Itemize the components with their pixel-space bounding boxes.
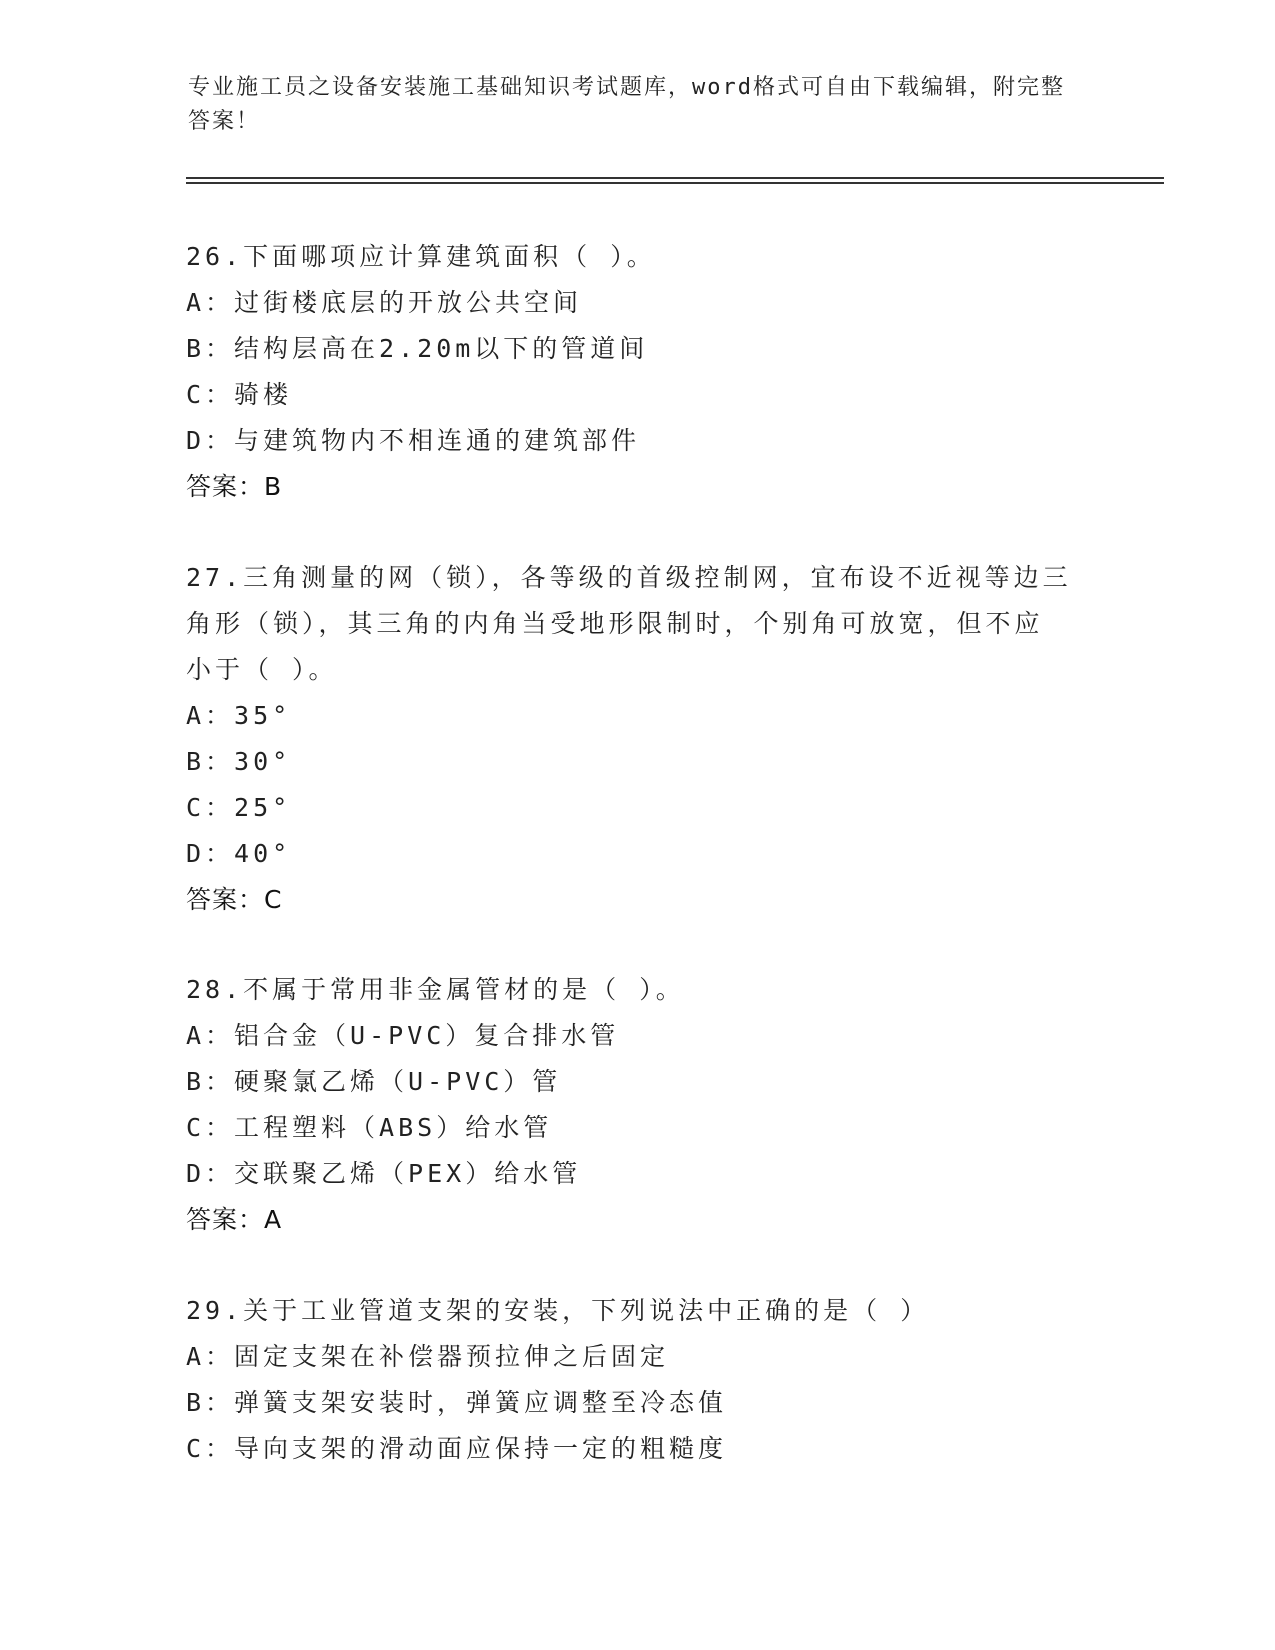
question-29	[186, 1288, 1086, 1472]
option-d: D：40°	[186, 839, 292, 868]
header-divider-bottom	[186, 182, 1164, 184]
question-stem: 28.不属于常用非金属管材的是（ ）。	[186, 975, 685, 1004]
question-28	[186, 967, 1086, 1243]
answer: 答案：A	[186, 1205, 283, 1234]
option-a: A：铝合金（U-PVC）复合排水管	[186, 1021, 620, 1050]
answer: 答案：B	[186, 472, 283, 501]
question-26	[186, 234, 1086, 510]
option-c: C：工程塑料（ABS）给水管	[186, 1113, 553, 1142]
answer: 答案：C	[186, 885, 283, 914]
question-stem: 小于（ ）。	[186, 655, 338, 684]
option-b: B：30°	[186, 747, 292, 776]
question-27	[186, 555, 1086, 923]
option-a: A：过街楼底层的开放公共空间	[186, 288, 583, 317]
option-b: B：弹簧支架安装时，弹簧应调整至冷态值	[186, 1388, 728, 1417]
option-a: A：35°	[186, 701, 292, 730]
option-a: A：固定支架在补偿器预拉伸之后固定	[186, 1342, 670, 1371]
question-stem: 29.关于工业管道支架的安装，下列说法中正确的是（ ）	[186, 1296, 930, 1325]
option-b: B：硬聚氯乙烯（U-PVC）管	[186, 1067, 562, 1096]
header-divider-top	[186, 177, 1164, 179]
option-c: C：25°	[186, 793, 292, 822]
document-header: 专业施工员之设备安装施工基础知识考试题库，word格式可自由下载编辑，附完整答案！	[188, 75, 1065, 134]
option-c: C：导向支架的滑动面应保持一定的粗糙度	[186, 1434, 728, 1463]
option-c: C：骑楼	[186, 380, 293, 409]
option-d: D：交联聚乙烯（PEX）给水管	[186, 1159, 582, 1188]
option-b: B：结构层高在2.20m以下的管道间	[186, 334, 649, 363]
option-d: D：与建筑物内不相连通的建筑部件	[186, 426, 641, 455]
question-stem: 26.下面哪项应计算建筑面积（ ）。	[186, 242, 656, 271]
question-stem: 角形（锁），其三角的内角当受地形限制时，个别角可放宽，但不应	[186, 609, 1044, 638]
question-stem: 27.三角测量的网（锁），各等级的首级控制网，宜布设不近视等边三	[186, 563, 1072, 592]
